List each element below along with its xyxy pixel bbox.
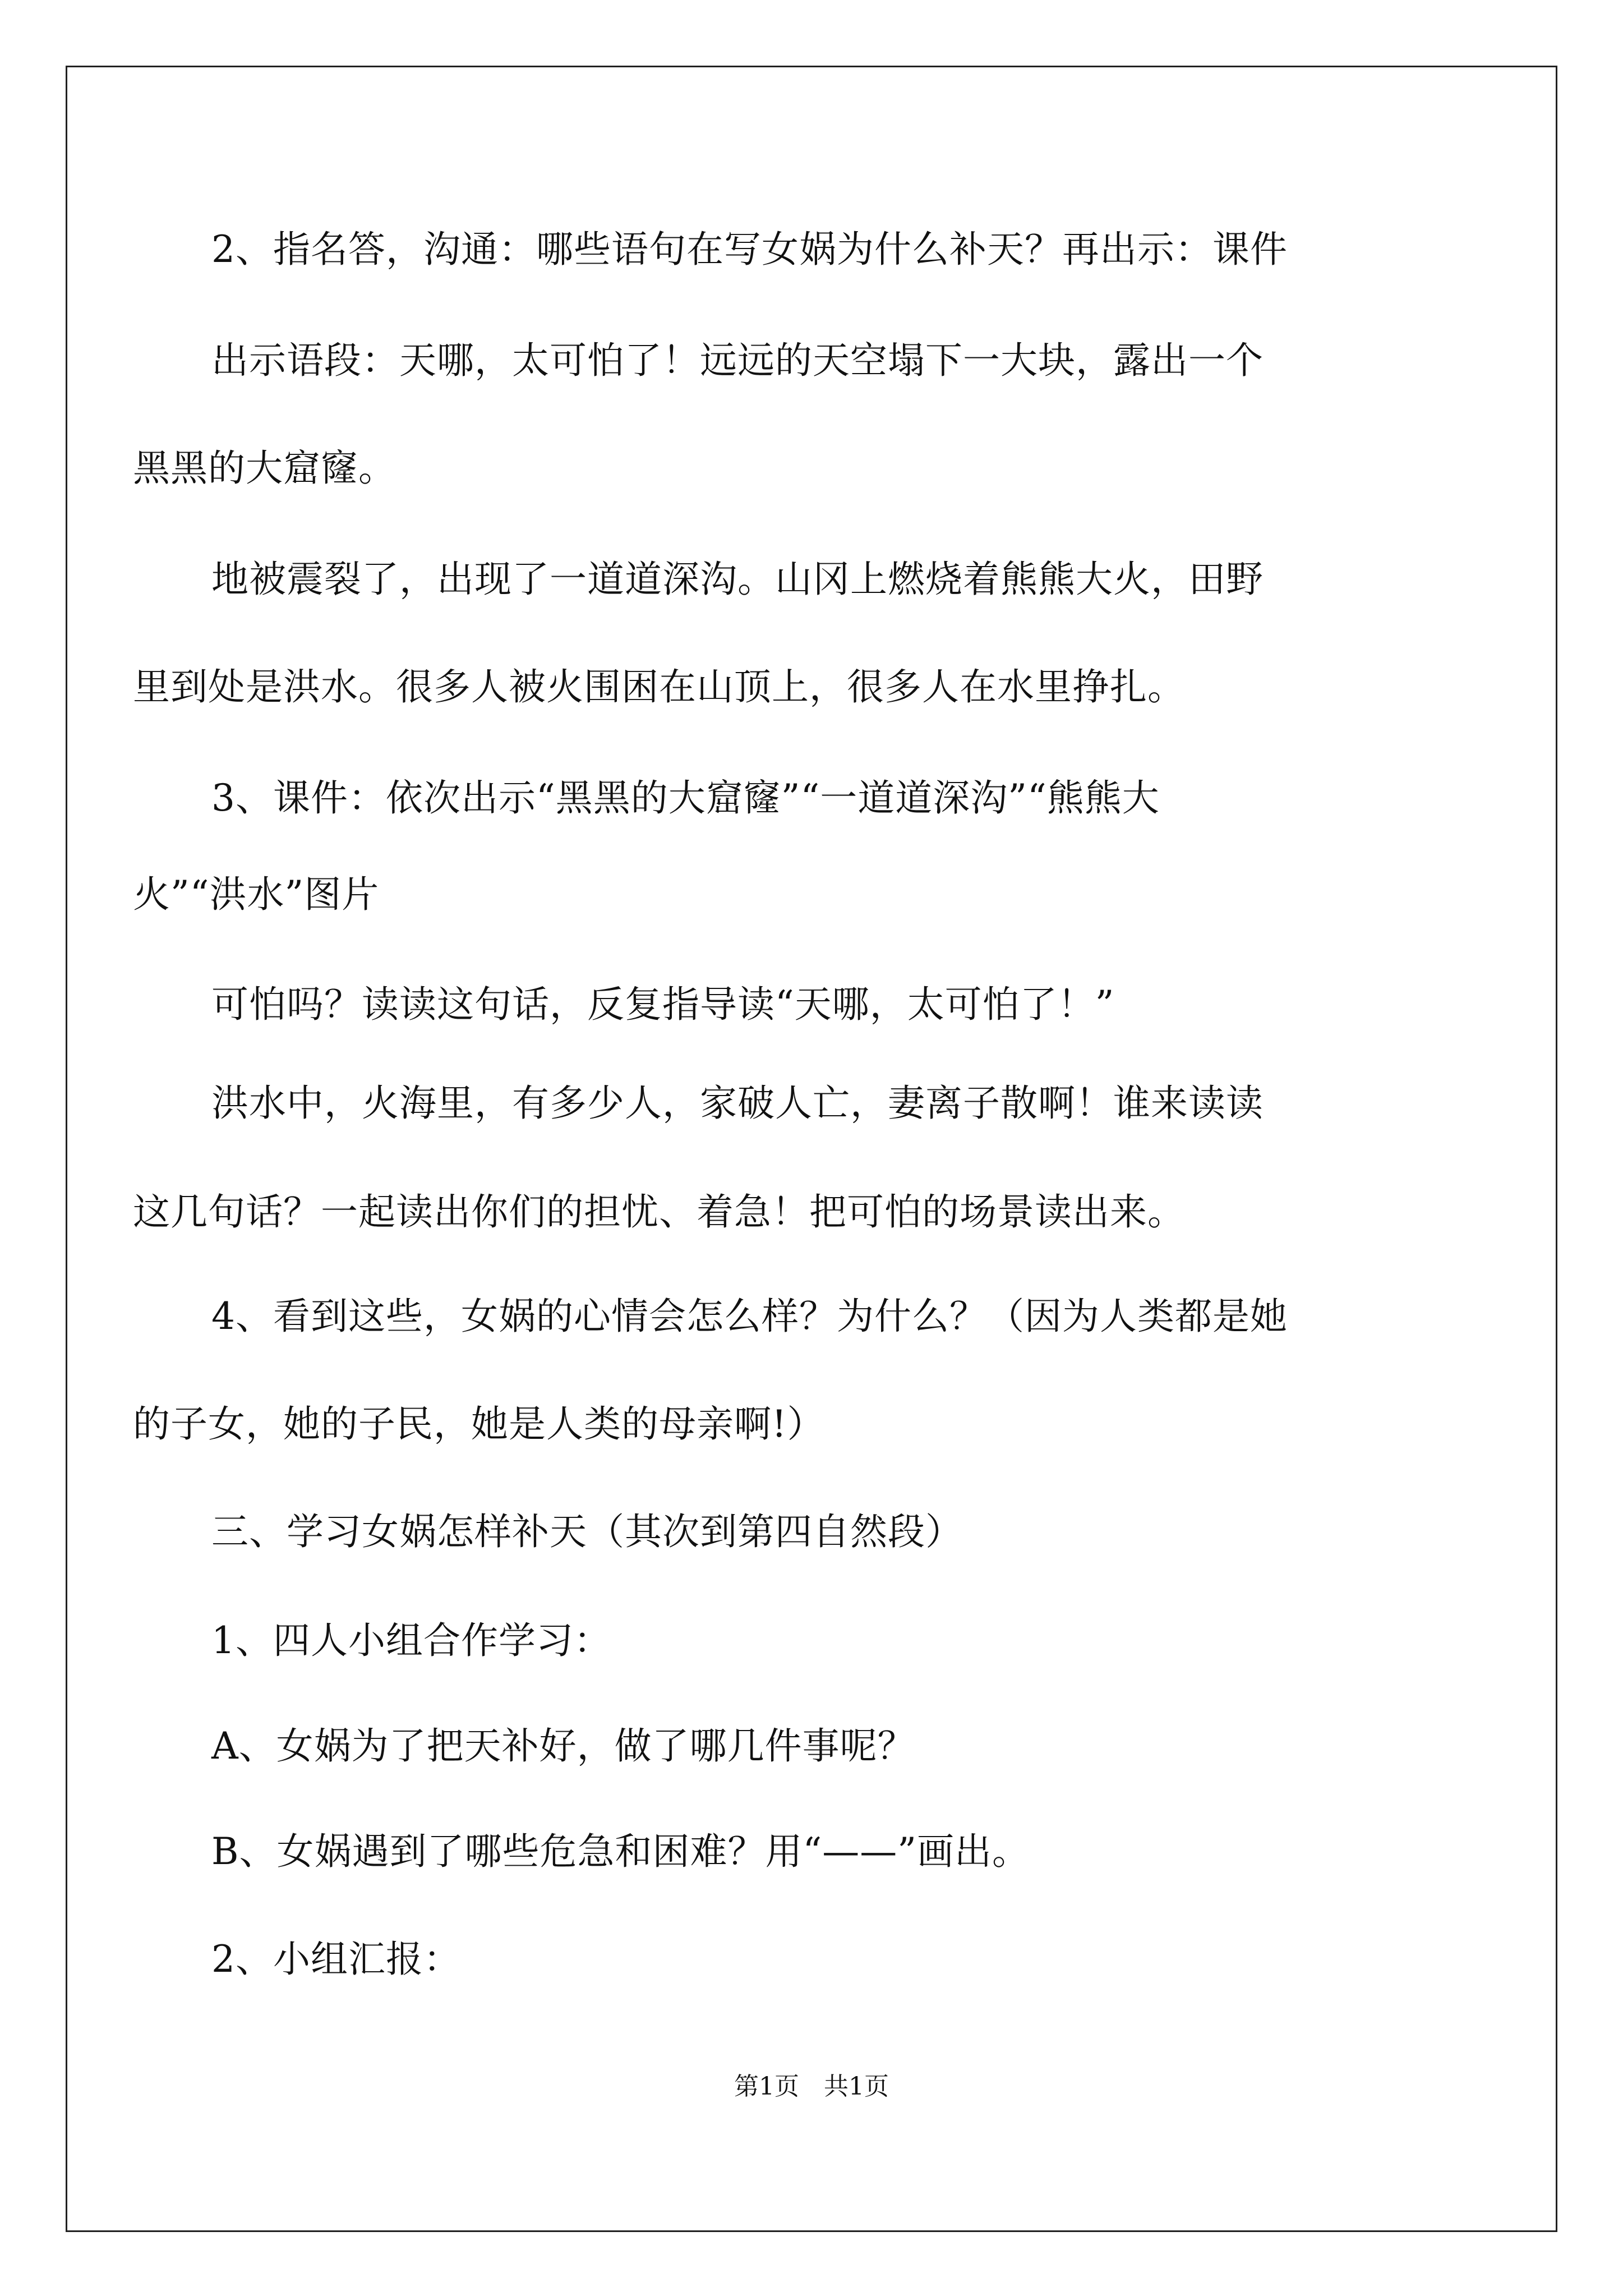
paragraph-line: 洪水中，火海里，有多少人，家破人亡，妻离子散啊！谁来读读 bbox=[211, 1082, 1264, 1125]
paragraph-line: 2、指名答，沟通：哪些语句在写女娲为什么补天？再出示：课件 bbox=[211, 228, 1288, 271]
paragraph-line: 地被震裂了，出现了一道道深沟。山冈上燃烧着熊熊大火，田野 bbox=[211, 558, 1264, 601]
paragraph-line: 的子女，她的子民，她是人类的母亲啊!） bbox=[133, 1402, 825, 1446]
page-border bbox=[66, 66, 1557, 2232]
section-heading: 三、学习女娲怎样补天（其次到第四自然段） bbox=[211, 1510, 963, 1553]
page-footer: 第1页 共1页 bbox=[734, 2072, 889, 2101]
paragraph-line: 2、小组汇报： bbox=[211, 1938, 461, 1981]
paragraph-line: 火”“洪水”图片 bbox=[133, 873, 380, 916]
paragraph-line: 4、看到这些，女娲的心情会怎么样？为什么？（因为人类都是她 bbox=[211, 1295, 1288, 1338]
paragraph-line: A、女娲为了把天补好，做了哪几件事呢？ bbox=[211, 1724, 915, 1768]
paragraph-line: 3、课件：依次出示“黑黑的大窟窿”“一道道深沟”“熊熊大 bbox=[211, 776, 1160, 820]
paragraph-line: 里到处是洪水。很多人被火围困在山顶上，很多人在水里挣扎。 bbox=[133, 665, 1185, 708]
paragraph-line: 出示语段：天哪，太可怕了！远远的天空塌下一大块，露出一个 bbox=[211, 339, 1264, 382]
paragraph-line: 这几句话？一起读出你们的担忧、着急！把可怕的场景读出来。 bbox=[133, 1190, 1185, 1234]
paragraph-line: B、女娲遇到了哪些危急和困难？用“——”画出。 bbox=[211, 1830, 1030, 1873]
paragraph-line: 可怕吗？读读这句话，反复指导读“天哪，太可怕了！” bbox=[211, 983, 1115, 1026]
paragraph-line: 1、四人小组合作学习： bbox=[211, 1619, 611, 1662]
paragraph-line: 黑黑的大窟窿。 bbox=[133, 447, 396, 490]
